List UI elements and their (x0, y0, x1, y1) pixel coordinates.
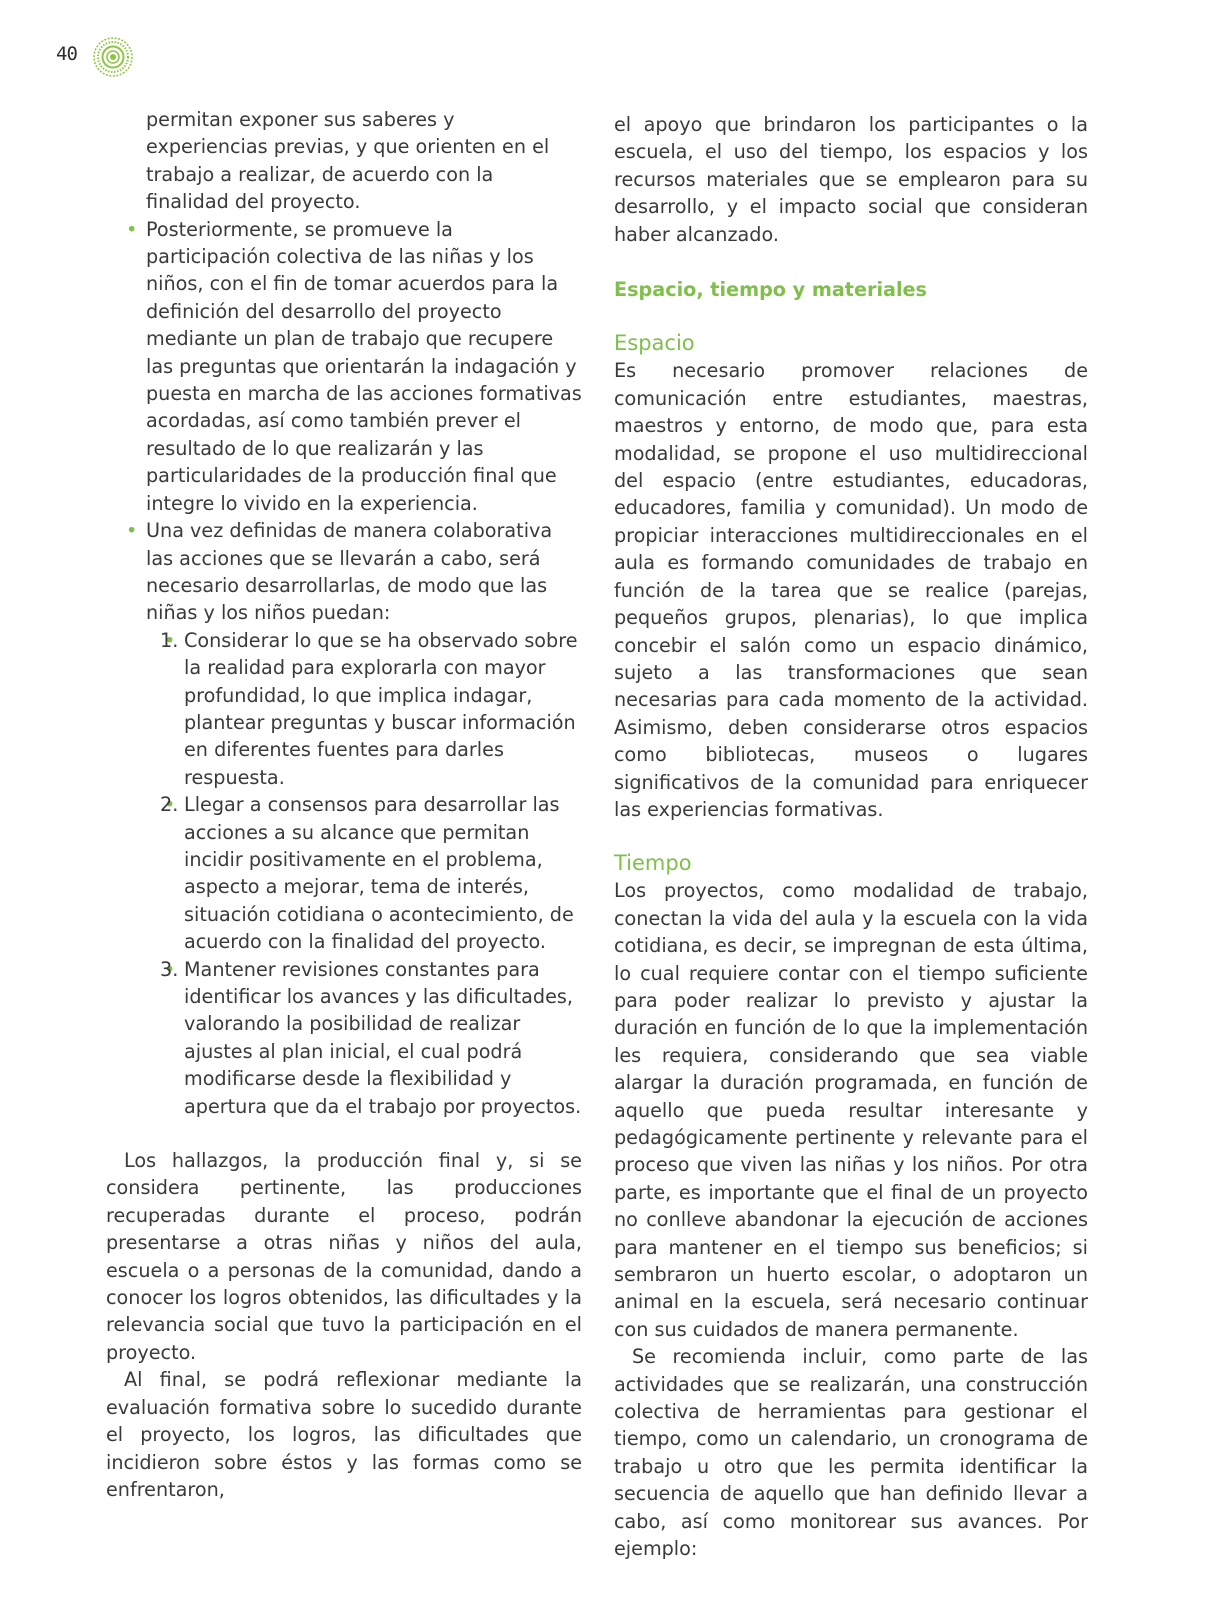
bullet-list (106, 216, 582, 1120)
sun-emblem-icon (92, 36, 134, 78)
right-column (614, 111, 1088, 1563)
numbered-list (146, 627, 582, 1120)
paragraph: Al final, se podrá reflexionar mediante la evaluación formativa sobre lo sucedido durante el proyecto, los logros, las dificultades que incidieron sobre éstos y las formas como se enfrentaron, (106, 1368, 582, 1501)
paragraph: Los proyectos, como modalidad de trabajo, conectan la vida del aula y la escuela con la vida cotidiana, es decir, se impregnan de esta última, lo cual requiere contar con el tiempo suficiente para poder realizar lo previsto y ajustar la duración en función de lo que la implementación les requiera, considerando que sea viable alargar la duración programada, en función de aquello que pueda resultar interesante y pedagógicamente pertinente y relevante para el proceso que viven las niñas y los niños. Por otra parte, es importante que el final de un proyecto no conlleve abandonar la ejecución de acciones para mantener en el tiempo sus beneficios; si sembraron un huerto escolar, o adoptaron un animal en la escuela, será necesario continuar con sus cuidados de manera permanente. (614, 879, 1088, 1341)
bullet-continuation: permitan exponer sus saberes y experiencias previas, y que orienten en el trabajo a realizar, de acuerdo con la finalidad del proyecto. (146, 108, 550, 214)
subheading-tiempo: Tiempo (614, 851, 692, 876)
subheading-espacio: Espacio (614, 331, 695, 356)
numbered-item (160, 956, 582, 1120)
paragraph: Los hallazgos, la producción final y, si se considera pertinente, las producciones recuperadas durante el proceso, podrán presentarse a otras niñas y niños del aula, escuela o a personas de la comunidad, dando a conocer los logros obtenidos, las dificultades y la relevancia social que tuvo la participación en el proyecto. (106, 1149, 582, 1364)
item-text: Llegar a consensos para desarrollar las acciones a su alcance que permitan incidir positivamente en el problema, aspecto a mejorar, tema de interés, situación cotidiana o acontecimiento, de acuerdo con la finalidad del proyecto. (184, 793, 574, 954)
paragraph: Se recomienda incluir, como parte de las actividades que se realizarán, una construcción colectiva de herramientas para gestionar el tiempo, como un calendario, un cronograma de trabajo u otro que les permita identificar la secuencia de aquello que han definido llevar a cabo, así como monitorear sus avances. Por ejemplo: (614, 1345, 1088, 1561)
numbered-item (160, 791, 582, 955)
page-number: 40 (56, 43, 77, 65)
section-heading: Espacio, tiempo y materiales (614, 278, 927, 302)
paragraph: el apoyo que brindaron los participantes o la escuela, el uso del tiempo, los espacios y los recursos materiales que se emplearon para su desarrollo, y el impacto social que consideran haber alcanzado. (614, 113, 1088, 246)
item-number: • 3. (160, 957, 179, 981)
left-column (106, 106, 582, 1503)
numbered-item (160, 627, 582, 791)
list-item (146, 216, 582, 517)
item-text: Mantener revisiones constantes para identificar los avances y las dificultades, valorando la posibilidad de realizar ajustes al plan inicial, el cual podrá modificarse desde la flexibilidad y apertura que da el trabajo por proyectos. (184, 957, 582, 1118)
list-item (146, 517, 582, 1120)
item-text: Considerar lo que se ha observado sobre la realidad para explorarla con mayor profundidad, lo que implica indagar, plantear preguntas y buscar información en diferentes fuentes para darles respuesta. (184, 628, 578, 789)
paragraph: Es necesario promover relaciones de comunicación entre estudiantes, maestras, maestros y entorno, de modo que, para esta modalidad, se propone el uso multidireccional del espacio (entre estudiantes, educadoras, educadores, familia y comunidad). Un modo de propiciar interacciones multidireccionales en el aula es formando comunidades de trabajo en función de la tarea que se realice (parejas, pequeños grupos, plenarias), lo que implica concebir el salón como un espacio dinámico, sujeto a las transformaciones que sean necesarias para cada momento de la actividad. Asimismo, deben considerarse otros espacios como bibliotecas, museos o lugares significativos de la comunidad para enriquecer las experiencias formativas. (614, 359, 1088, 821)
item-number: • 2. (160, 793, 179, 817)
bullet-text: Posteriormente, se promueve la participación colectiva de las niñas y los niños, con el fin de tomar acuerdos para la definición del desarrollo del proyecto mediante un plan de trabajo que recupere las preguntas que orientarán la indagación y puesta en marcha de las acciones formativas acordadas, así como también prever el resultado de lo que realizarán y las particularidades de la producción final que integre lo vivido en la experiencia. (146, 217, 582, 515)
item-number: • 1. (160, 628, 179, 652)
bullet-text: Una vez definidas de manera colaborativa las acciones que se llevarán a cabo, será necesario desarrollarlas, de modo que las niñas y los niños puedan: (146, 519, 553, 625)
